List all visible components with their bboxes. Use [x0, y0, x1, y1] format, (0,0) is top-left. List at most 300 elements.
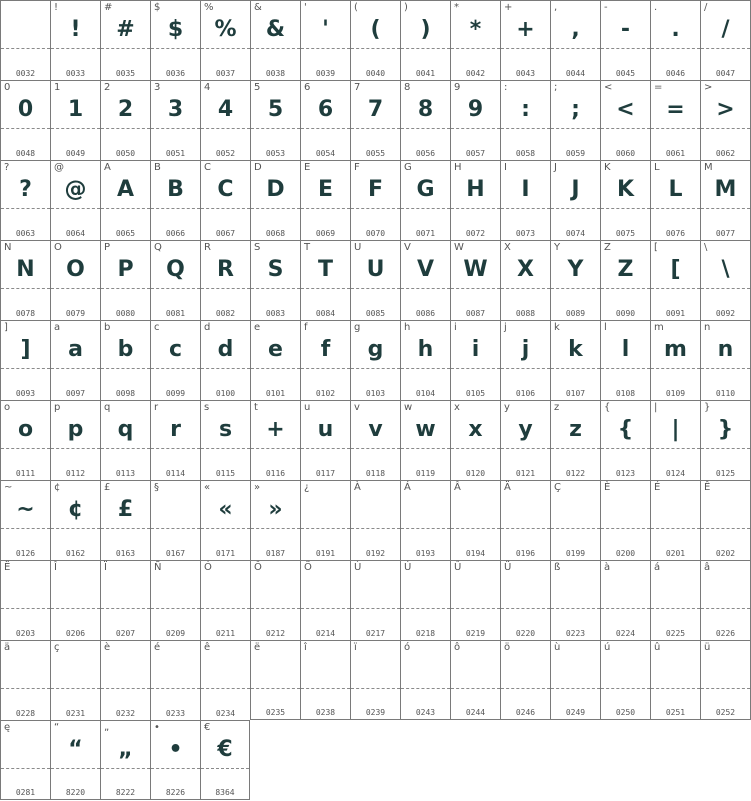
glyph-cell [650, 480, 700, 560]
character-code: 0098 [115, 389, 136, 398]
baseline-guide [551, 448, 600, 449]
glyph-cell [600, 0, 650, 80]
baseline-guide [651, 368, 700, 369]
character-code: 0235 [265, 708, 286, 717]
character-code: 0249 [565, 708, 586, 717]
glyph-sample: ] [20, 337, 31, 362]
baseline-guide [1, 368, 50, 369]
baseline-guide [251, 448, 300, 449]
baseline-guide [701, 528, 750, 529]
character-label: % [204, 2, 214, 13]
glyph-cell [0, 240, 50, 320]
character-code: 0046 [665, 69, 686, 78]
character-label: y [504, 402, 510, 413]
baseline-guide [301, 208, 350, 209]
glyph-cell [300, 560, 350, 640]
glyph-cell [300, 0, 350, 80]
character-label: ¿ [304, 482, 310, 493]
character-label: ï [354, 642, 357, 653]
glyph-sample: 0 [17, 97, 34, 122]
glyph-sample: , [571, 17, 580, 42]
glyph-sample: : [521, 97, 530, 122]
glyph-sample: Z [617, 257, 634, 282]
baseline-guide [601, 528, 650, 529]
character-label: i [454, 322, 457, 333]
glyph-cell [150, 400, 200, 480]
character-code: 0039 [315, 69, 336, 78]
baseline-guide [351, 288, 400, 289]
glyph-sample: ~ [16, 497, 35, 522]
glyph-cell [700, 320, 751, 400]
glyph-cell [300, 400, 350, 480]
baseline-guide [1, 608, 50, 609]
character-label: é [154, 642, 161, 653]
glyph-cell [400, 80, 450, 160]
character-label: X [504, 242, 511, 253]
baseline-guide [651, 688, 700, 689]
character-label: » [254, 482, 261, 493]
character-label: ' [304, 2, 307, 13]
glyph-sample: T [317, 257, 333, 282]
character-label: / [704, 2, 708, 13]
glyph-cell [350, 400, 400, 480]
character-code: 8222 [115, 788, 136, 797]
baseline-guide [251, 288, 300, 289]
glyph-sample: q [117, 417, 134, 442]
glyph-cell [550, 160, 600, 240]
character-label: R [204, 242, 211, 253]
glyph-sample: Y [567, 257, 584, 282]
glyph-cell [300, 80, 350, 160]
character-code: 0108 [615, 389, 636, 398]
character-code: 0281 [15, 788, 36, 797]
glyph-sample: n [717, 337, 734, 362]
baseline-guide [351, 48, 400, 49]
baseline-guide [351, 688, 400, 689]
character-code: 0111 [15, 469, 36, 478]
glyph-sample: V [416, 257, 435, 282]
glyph-sample: i [471, 337, 480, 362]
glyph-cell [650, 160, 700, 240]
character-code: 0196 [515, 549, 536, 558]
baseline-guide [101, 288, 150, 289]
glyph-cell [500, 0, 550, 80]
glyph-cell [0, 640, 50, 720]
glyph-sample: • [168, 737, 183, 762]
glyph-cell [450, 160, 500, 240]
baseline-guide [701, 128, 750, 129]
character-label: c [154, 322, 160, 333]
character-label: t [254, 402, 258, 413]
glyph-cell [700, 400, 751, 480]
character-code: 0077 [715, 229, 736, 238]
glyph-sample: E [317, 177, 334, 202]
character-label: à [604, 562, 611, 573]
character-code: 0038 [265, 69, 286, 78]
glyph-sample: # [116, 17, 135, 42]
character-code: 0211 [215, 629, 236, 638]
character-label: 9 [454, 82, 461, 93]
glyph-cell [100, 720, 150, 800]
glyph-cell [300, 160, 350, 240]
character-label: Ç [554, 482, 561, 493]
baseline-guide [1, 448, 50, 449]
character-label: Ë [4, 562, 11, 573]
baseline-guide [201, 48, 250, 49]
glyph-cell [0, 480, 50, 560]
glyph-sample: J [571, 177, 580, 202]
character-code: 0187 [265, 549, 286, 558]
baseline-guide [51, 128, 100, 129]
character-code: 0162 [65, 549, 86, 558]
glyph-cell [450, 640, 500, 720]
character-label: O [54, 242, 62, 253]
character-code: 0040 [365, 69, 386, 78]
character-code: 0224 [615, 629, 636, 638]
glyph-sample: 1 [67, 97, 84, 122]
character-label: ; [554, 82, 558, 93]
baseline-guide [51, 528, 100, 529]
glyph-cell [400, 480, 450, 560]
glyph-cell [650, 640, 700, 720]
character-label: G [404, 162, 412, 173]
baseline-guide [301, 48, 350, 49]
glyph-sample: x [468, 417, 483, 442]
glyph-cell [200, 640, 250, 720]
glyph-cell [150, 480, 200, 560]
character-code: 0219 [465, 629, 486, 638]
glyph-cell [0, 400, 50, 480]
baseline-guide [451, 528, 500, 529]
character-code: 0220 [515, 629, 536, 638]
glyph-sample: « [218, 497, 233, 522]
baseline-guide [101, 48, 150, 49]
character-code: 0163 [115, 549, 136, 558]
character-label: B [154, 162, 161, 173]
character-label: Y [554, 242, 561, 253]
character-label: “ [54, 722, 60, 733]
character-label: Ú [404, 562, 412, 573]
character-label: ü [704, 642, 711, 653]
character-code: 0032 [15, 69, 36, 78]
baseline-guide [251, 208, 300, 209]
baseline-guide [101, 608, 150, 609]
baseline-guide [451, 608, 500, 609]
baseline-guide [351, 608, 400, 609]
character-code: 0036 [165, 69, 186, 78]
character-label: ę [4, 722, 11, 733]
glyph-sample: 8 [417, 97, 434, 122]
character-code: 0054 [315, 149, 336, 158]
baseline-guide [401, 48, 450, 49]
glyph-cell [0, 720, 50, 800]
glyph-cell [650, 320, 700, 400]
character-label: ä [4, 642, 11, 653]
character-label: C [204, 162, 211, 173]
character-label: ú [604, 642, 611, 653]
character-label: N [4, 242, 12, 253]
glyph-cell [450, 0, 500, 80]
character-code: 0251 [665, 708, 686, 717]
baseline-guide [601, 608, 650, 609]
character-label: Î [54, 562, 57, 573]
glyph-sample: W [463, 257, 488, 282]
glyph-cell [500, 640, 550, 720]
baseline-guide [1, 288, 50, 289]
glyph-cell [450, 320, 500, 400]
character-label: s [204, 402, 210, 413]
character-label: k [554, 322, 560, 333]
character-code: 0232 [115, 709, 136, 718]
glyph-cell [700, 640, 751, 720]
character-label: £ [104, 482, 111, 493]
character-label: û [654, 642, 661, 653]
glyph-cell [150, 560, 200, 640]
character-label: Q [154, 242, 162, 253]
glyph-cell [200, 720, 250, 800]
character-code: 0246 [515, 708, 536, 717]
glyph-cell [500, 320, 550, 400]
baseline-guide [201, 128, 250, 129]
glyph-sample: > [716, 97, 735, 122]
character-code: 0051 [165, 149, 186, 158]
glyph-sample: ¢ [67, 497, 84, 522]
glyph-sample: 5 [267, 97, 284, 122]
character-code: 0212 [265, 629, 286, 638]
baseline-guide [51, 208, 100, 209]
baseline-guide [301, 448, 350, 449]
character-code: 0167 [165, 549, 186, 558]
character-label: • [154, 722, 160, 733]
glyph-cell [0, 160, 50, 240]
character-label: J [554, 162, 557, 173]
character-label: Ñ [154, 562, 162, 573]
baseline-guide [251, 128, 300, 129]
character-label: ë [254, 642, 261, 653]
baseline-guide [701, 608, 750, 609]
glyph-sample: ; [571, 97, 580, 122]
glyph-cell [200, 400, 250, 480]
glyph-cell [700, 0, 751, 80]
glyph-cell [50, 720, 100, 800]
character-code: 0068 [265, 229, 286, 238]
character-code: 0076 [665, 229, 686, 238]
character-code: 0225 [665, 629, 686, 638]
glyph-cell [450, 400, 500, 480]
glyph-cell [600, 80, 650, 160]
character-code: 0078 [15, 309, 36, 318]
baseline-guide [451, 288, 500, 289]
glyph-cell [700, 560, 751, 640]
character-code: 0201 [665, 549, 686, 558]
character-code: 0084 [315, 309, 336, 318]
glyph-cell [650, 0, 700, 80]
glyph-sample: s [218, 417, 233, 442]
character-label: z [554, 402, 560, 413]
glyph-sample: - [620, 17, 631, 42]
baseline-guide [701, 208, 750, 209]
baseline-guide [151, 768, 200, 769]
glyph-cell [300, 480, 350, 560]
character-label: f [304, 322, 308, 333]
glyph-sample: h [417, 337, 434, 362]
baseline-guide [301, 688, 350, 689]
character-code: 0252 [715, 708, 736, 717]
glyph-sample: * [469, 17, 482, 42]
baseline-guide [401, 208, 450, 209]
character-label: \ [704, 242, 708, 253]
character-code: 0062 [715, 149, 736, 158]
baseline-guide [51, 288, 100, 289]
glyph-cell [600, 640, 650, 720]
baseline-guide [551, 208, 600, 209]
character-code: 0118 [365, 469, 386, 478]
baseline-guide [451, 368, 500, 369]
glyph-cell [500, 240, 550, 320]
baseline-guide [601, 448, 650, 449]
baseline-guide [401, 448, 450, 449]
character-code: 0060 [615, 149, 636, 158]
character-code: 0112 [65, 469, 86, 478]
character-code: 0193 [415, 549, 436, 558]
baseline-guide [201, 448, 250, 449]
character-label: P [104, 242, 111, 253]
character-code: 0059 [565, 149, 586, 158]
baseline-guide [401, 688, 450, 689]
character-code: 0194 [465, 549, 486, 558]
glyph-cell [400, 640, 450, 720]
character-label: # [104, 2, 113, 13]
character-label: ) [404, 2, 408, 13]
glyph-cell [400, 400, 450, 480]
baseline-guide [301, 608, 350, 609]
glyph-sample: $ [167, 17, 184, 42]
character-label: I [504, 162, 507, 173]
character-label: Ô [254, 562, 262, 573]
glyph-sample: r [170, 417, 181, 442]
glyph-sample: . [671, 17, 680, 42]
character-code: 0061 [665, 149, 686, 158]
character-code: 0079 [65, 309, 86, 318]
character-label: ç [54, 642, 60, 653]
glyph-sample: M [714, 177, 737, 202]
character-code: 0044 [565, 69, 586, 78]
character-label: T [304, 242, 311, 253]
glyph-cell [100, 80, 150, 160]
baseline-guide [151, 608, 200, 609]
baseline-guide [401, 528, 450, 529]
glyph-cell [400, 160, 450, 240]
baseline-guide [251, 688, 300, 689]
glyph-cell [200, 80, 250, 160]
character-label: a [54, 322, 61, 333]
character-code: 0083 [265, 309, 286, 318]
character-label: « [204, 482, 211, 493]
character-label: F [354, 162, 360, 173]
glyph-sample: } [717, 417, 734, 442]
glyph-sample: D [266, 177, 285, 202]
character-label: , [554, 2, 558, 13]
character-label: @ [54, 162, 64, 173]
character-label: ß [554, 562, 561, 573]
glyph-cell [150, 320, 200, 400]
character-code: 0233 [165, 709, 186, 718]
baseline-guide [651, 528, 700, 529]
glyph-sample: j [521, 337, 530, 362]
glyph-cell [500, 400, 550, 480]
character-label: S [254, 242, 261, 253]
glyph-cell [350, 480, 400, 560]
glyph-cell [100, 560, 150, 640]
glyph-sample: G [416, 177, 435, 202]
glyph-cell [400, 560, 450, 640]
character-code: 0071 [415, 229, 436, 238]
glyph-cell [50, 0, 100, 80]
character-code: 0056 [415, 149, 436, 158]
character-code: 0033 [65, 69, 86, 78]
baseline-guide [501, 448, 550, 449]
character-code: 0064 [65, 229, 86, 238]
baseline-guide [501, 288, 550, 289]
glyph-cell [350, 80, 400, 160]
glyph-sample: C [217, 177, 234, 202]
glyph-cell [350, 640, 400, 720]
glyph-sample: € [217, 737, 233, 762]
character-code: 0073 [515, 229, 536, 238]
glyph-sample: l [621, 337, 630, 362]
glyph-cell [250, 480, 300, 560]
glyph-sample: = [666, 97, 685, 122]
baseline-guide [501, 48, 550, 49]
character-label: ( [354, 2, 358, 13]
character-label: * [454, 2, 459, 13]
character-label: K [604, 162, 611, 173]
character-label: î [304, 642, 307, 653]
character-label: > [704, 82, 713, 93]
glyph-cell [700, 80, 751, 160]
glyph-sample: v [368, 417, 383, 442]
baseline-guide [151, 128, 200, 129]
glyph-sample: 7 [367, 97, 384, 122]
character-label: w [404, 402, 413, 413]
character-code: 0087 [465, 309, 486, 318]
character-code: 0048 [15, 149, 36, 158]
glyph-cell [550, 640, 600, 720]
baseline-guide [601, 128, 650, 129]
glyph-cell [100, 400, 150, 480]
character-code: 0206 [65, 629, 86, 638]
character-label: 5 [254, 82, 261, 93]
baseline-guide [151, 288, 200, 289]
character-label: = [654, 82, 663, 93]
glyph-cell [300, 320, 350, 400]
baseline-guide [201, 288, 250, 289]
glyph-cell [0, 0, 50, 80]
baseline-guide [51, 768, 100, 769]
character-code: 0217 [365, 629, 386, 638]
glyph-sample: | [671, 417, 680, 442]
character-label: & [254, 2, 262, 13]
character-label: m [654, 322, 664, 333]
glyph-cell [700, 160, 751, 240]
baseline-guide [451, 48, 500, 49]
character-label: U [354, 242, 362, 253]
character-code: 0103 [365, 389, 386, 398]
character-label: M [704, 162, 713, 173]
character-code: 0070 [365, 229, 386, 238]
character-label: o [4, 402, 11, 413]
baseline-guide [651, 288, 700, 289]
